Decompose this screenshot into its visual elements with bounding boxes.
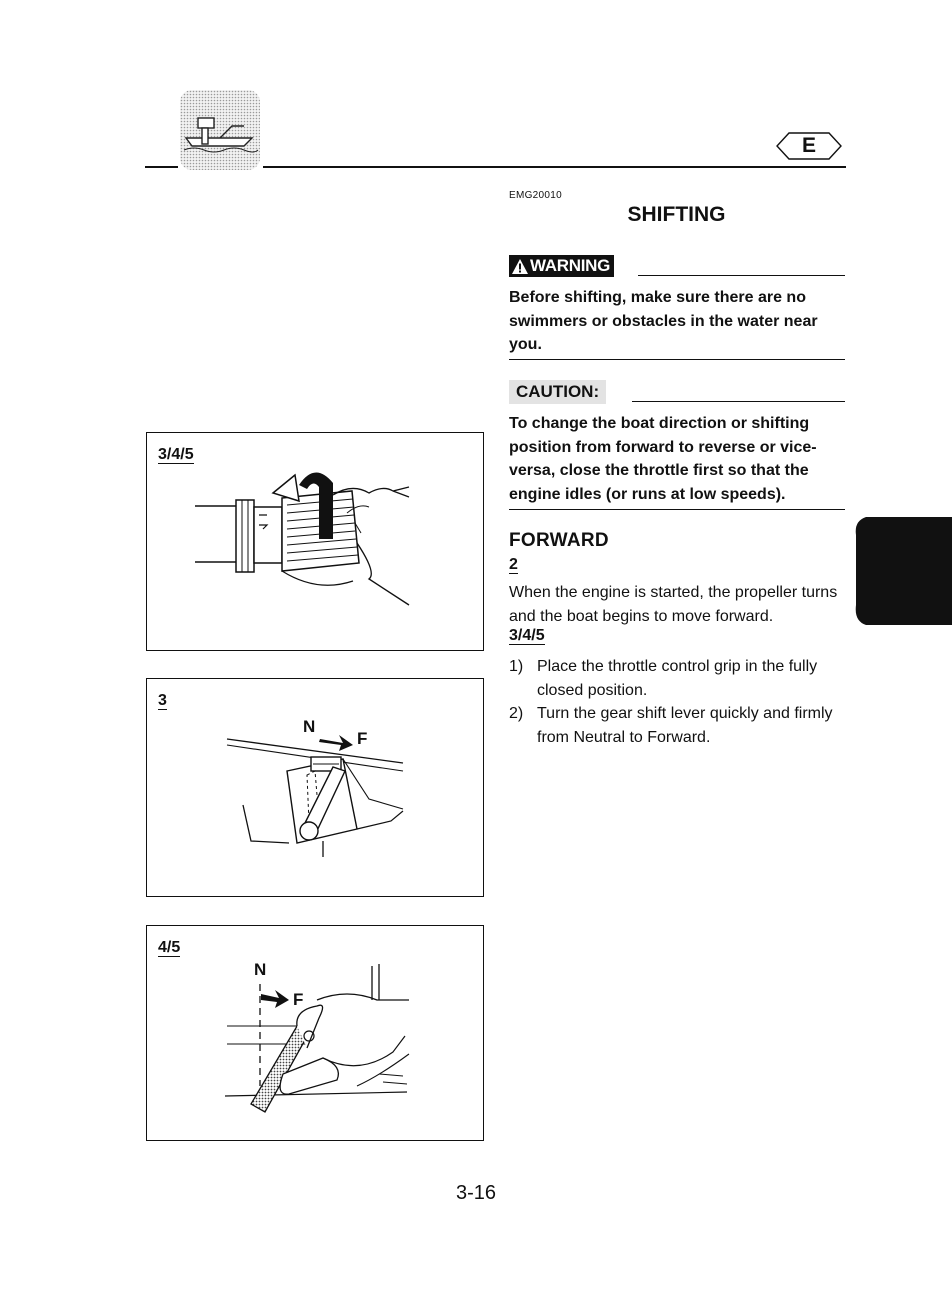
neutral-letter: N [254,960,267,979]
caution-end-rule [509,509,845,510]
step-text: Place the throttle control grip in the fully closed position. [537,658,818,699]
figure-reference [509,556,518,574]
figure-label-text: 3/4/5 [158,446,194,463]
figure-gear-lever [146,678,484,897]
page-number: 3-16 [455,1182,497,1204]
warning-rule [638,275,845,276]
section-heading: FORWARD [509,530,609,551]
throttle-grip-rotation-illustration [147,433,483,649]
step-list [509,655,847,749]
step-number: 2) [509,705,524,722]
warning-text: Before shifting, make sure there are no swimmers or obstacles in the water near you. [509,289,818,353]
language-badge [775,131,843,161]
figure-hand-on-lever [146,925,484,1141]
language-badge-letter: E [801,134,816,157]
warning-label: WARNING [530,256,611,275]
step-text: Turn the gear shift lever quickly and firmly from Neutral to Forward. [537,705,833,746]
list-item [509,702,847,749]
warning-triangle-icon [511,258,529,275]
caution-badge: CAUTION: [509,380,606,404]
list-item [509,655,847,702]
figure-throttle-grip [146,432,484,651]
header-rule-left [145,166,178,168]
chapter-tab [850,517,952,625]
figure-reference-text: 3/4/5 [509,627,545,644]
document-code: EMG20010 [509,190,562,201]
caution-rule [632,401,845,402]
warning-badge [509,255,614,277]
figure-reference-text: 2 [509,556,518,573]
page-title: SHIFTING [627,203,726,226]
figure-label-text: 3 [158,692,167,709]
boat-outboard-icon [180,90,260,170]
hand-on-gear-lever-illustration [147,926,483,1142]
figure-reference [509,627,545,645]
forward-letter: F [357,729,368,748]
header-rule [263,166,846,168]
warning-end-rule [509,359,845,360]
step-number: 1) [509,658,524,675]
forward-letter: F [293,990,304,1009]
figure-label-text: 4/5 [158,939,181,956]
forward-paragraph: When the engine is started, the propeller turns and the boat begins to move forward. [509,584,838,625]
neutral-letter: N [303,717,316,736]
caution-text: To change the boat direction or shifting position from forward to reverse or vice-versa, close the throttle first so that the engine idles (or runs at low speeds). [509,415,817,503]
gear-lever-illustration [147,679,483,895]
